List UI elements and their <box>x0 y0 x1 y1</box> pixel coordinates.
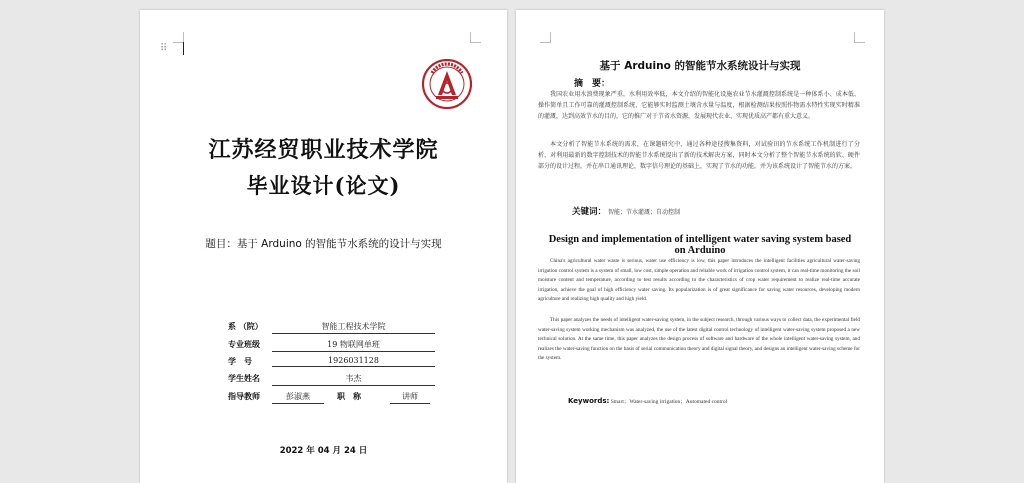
abstract-title: 基于 Arduino 的智能节水系统设计与实现 <box>599 60 801 72</box>
drag-handle-icon[interactable]: ⠿ <box>160 43 167 54</box>
dept-value: 智能工程技术学院 <box>272 321 435 334</box>
class-label: 专业班级 <box>228 340 260 349</box>
english-keywords-label: Keywords: <box>568 397 610 405</box>
keywords-value: 智能；节水灌溉；自动控制 <box>607 209 680 216</box>
abstract-page <box>516 10 884 483</box>
margin-corner-mark <box>854 32 865 43</box>
student-name-value: 韦杰 <box>272 373 435 386</box>
margin-corner-mark <box>540 32 551 43</box>
english-title: Design and implementation of intelligent water saving system based on Arduino <box>548 234 852 256</box>
submission-date: 2022 年 04 月 24 日 <box>279 446 368 456</box>
abstract-paragraph-2: 本文分析了智能节水系统的需求，在课题研究中，通过各种途径搜集资料，对试验田的节水系统工作机制进行了分析，对利用最新的数字控制技术的智能节水系统提出了新的技术解决方案，同时本文分析了整个智能节水系统的软、硬件部分的设计过程，并在串口通讯理论，数字信号理论的基础上，实现了节水的功能，并为该系统设计了智能节水的方案。 <box>538 141 860 170</box>
cover-page <box>140 10 507 483</box>
thesis-heading: 毕业设计(论文) <box>246 173 401 198</box>
class-value: 19 物联网单班 <box>272 339 435 352</box>
keywords-label: 关键词： <box>572 207 607 217</box>
abstract-label: 摘 要： <box>574 79 611 89</box>
school-name: 江苏经贸职业技术学院 <box>208 137 439 163</box>
english-paragraph-1: China's agricultural water waste is serious, water use efficiency is low, this paper introduces the intelligent facilities agricultural water-saving irrigation control system is a system of small, low cost, simple operation and reliable work of irrigation control system, it can real-time monitoring the soil moisture content and temperature, according to test results according to the characteristics of crop water requirement to realize real-time accurate irrigation, achieve the goal of high efficiency water saving. Its popularization is of great significance for saving water resources, developing modern agriculture and realizing high quality and high yield. <box>538 258 860 303</box>
english-keywords-line <box>568 397 727 405</box>
student-name-label: 学生姓名 <box>228 374 260 383</box>
abstract-paragraph-1: 我国农业用水浪费现象严重，水利用效率低，本文介绍的智能化设施农业节水灌溉控制系统是一种体系小、成本低、操作简单且工作可靠的灌溉控制系统，它能够实时监测土壤含水量与温度，根据检测结果按照作物需水特性实现实时精准的灌溉，达到高效节水的目的，它的推广对于节省水资源，发展现代农业、实现优质高产都有重大意义。 <box>538 91 860 120</box>
keywords-line <box>572 205 680 217</box>
margin-corner-mark <box>470 32 481 43</box>
rank-label: 职 称 <box>337 392 361 401</box>
text-cursor <box>183 42 184 55</box>
thesis-topic: 题目：基于 Arduino 的智能节水系统的设计与实现 <box>205 238 442 250</box>
school-seal-logo <box>422 59 472 109</box>
student-id-label: 学 号 <box>228 357 252 366</box>
english-paragraph-2: This paper analyzes the needs of intelligent water-saving system, in the subject research, through various ways to collect data, the experimental field water-saving system working mechanism was analyzed, the use of the latest digital control technology of intelligent water-saving system proposed a new technical solution. At the same time, this paper analyzes the design process of software and hardware of the whole intelligent water-saving system, and realizes the water-saving function on the basis of serial communication theory and digital signal theory, and designs an intelligent water-saving scheme for the system. <box>538 317 860 362</box>
student-id-value: 1926031128 <box>272 356 435 367</box>
english-keywords-value: Smart；Water-saving irrigation；Automated control <box>610 399 728 405</box>
dept-label: 系 （院） <box>228 322 263 331</box>
rank-value: 讲师 <box>390 391 430 404</box>
advisor-value: 彭淑燕 <box>272 391 324 404</box>
advisor-label: 指导教师 <box>228 392 260 401</box>
